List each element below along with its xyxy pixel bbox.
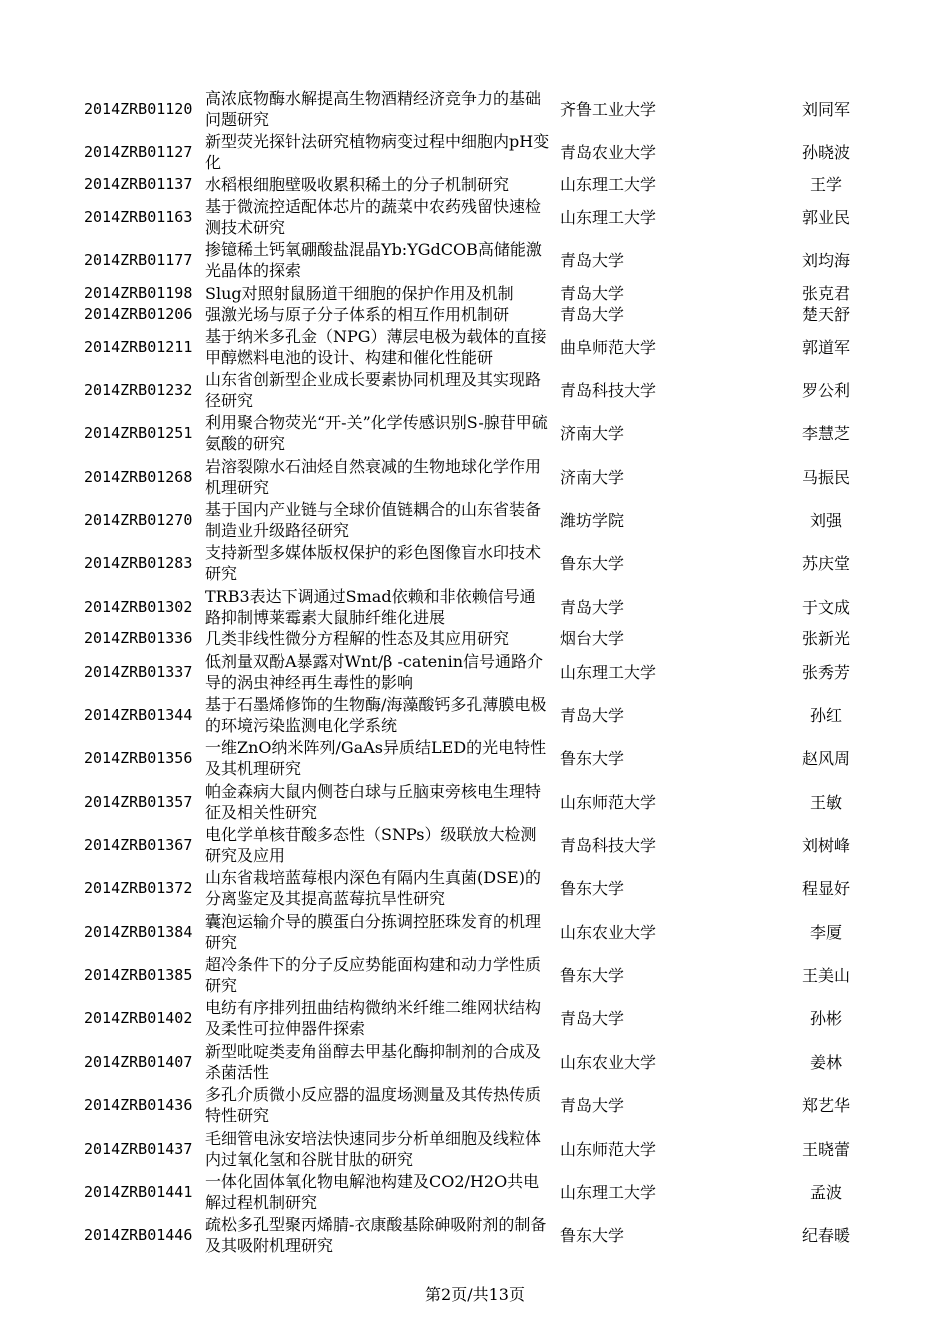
table-row [0,911,950,953]
table-row [0,196,950,238]
project-title: 帕金森病大鼠内侧苍白球与丘脑束旁核电生理特征及相关性研究 [205,782,542,822]
project-title: 几类非线性微分方程解的性态及其应用研究 [205,629,510,648]
table-row [0,1128,950,1170]
table-row [0,542,950,584]
principal-investigator: 纪春暖 [801,1225,850,1245]
project-title: 毛细管电泳安培法快速同步分析单细胞及线粒体内过氧化氢和谷胱甘肽的研究 [205,1129,542,1169]
institution: 鲁东大学 [560,878,625,898]
principal-investigator: 郭道军 [801,337,850,357]
institution: 齐鲁工业大学 [560,99,657,119]
principal-investigator: 张秀芳 [801,662,850,682]
institution: 济南大学 [560,423,625,443]
principal-investigator: 楚天舒 [801,305,850,324]
institution: 山东理工大学 [560,175,657,194]
principal-investigator: 王学 [809,175,842,194]
institution: 山东师范大学 [560,792,657,812]
project-id: 2014ZRB01251 [84,423,193,442]
institution: 山东理工大学 [560,1182,657,1202]
project-id: 2014ZRB01232 [84,380,193,399]
project-title: 超冷条件下的分子反应势能面构建和动力学性质研究 [205,955,542,995]
project-id: 2014ZRB01356 [84,748,193,767]
institution: 青岛大学 [560,705,625,725]
institution: 青岛大学 [560,1008,625,1028]
project-id: 2014ZRB01357 [84,792,193,811]
principal-investigator: 郭业民 [801,207,850,227]
principal-investigator: 孙彬 [809,1008,842,1028]
table-row [0,304,950,325]
project-title: 电化学单核苷酸多态性（SNPs）级联放大检测研究及应用 [205,825,537,865]
institution: 潍坊学院 [560,510,625,530]
principal-investigator: 李慧芝 [801,423,850,443]
project-id: 2014ZRB01344 [84,705,193,724]
project-id: 2014ZRB01163 [84,207,193,226]
institution: 山东师范大学 [560,1139,657,1159]
table-row [0,1171,950,1213]
principal-investigator: 张克君 [801,284,850,303]
project-id: 2014ZRB01198 [84,284,193,302]
project-title: 基于石墨烯修饰的生物酶/海藻酸钙多孔薄膜电极的环境污染监测电化学系统 [205,695,547,735]
project-id: 2014ZRB01206 [84,305,193,323]
project-title: 高浓底物酶水解提高生物酒精经济竞争力的基础问题研究 [205,89,542,129]
institution: 青岛农业大学 [560,142,657,162]
project-title: 一维ZnO纳米阵列/GaAs异质结LED的光电特性及其机理研究 [205,738,547,778]
project-id: 2014ZRB01407 [84,1052,193,1071]
project-title: 支持新型多媒体版权保护的彩色图像盲水印技术研究 [205,543,542,583]
project-id: 2014ZRB01336 [84,629,193,647]
institution: 山东农业大学 [560,1052,657,1072]
project-id: 2014ZRB01120 [84,99,193,118]
principal-investigator: 王美山 [801,965,850,985]
principal-investigator: 罗公利 [801,380,850,400]
table-row [0,412,950,454]
project-title: 山东省创新型企业成长要素协同机理及其实现路径研究 [205,370,542,410]
table-row [0,954,950,996]
project-id: 2014ZRB01372 [84,878,193,897]
project-id: 2014ZRB01302 [84,597,193,616]
table-row [0,88,950,130]
project-title: 山东省栽培蓝莓根内深色有隔内生真菌(DSE)的分离鉴定及其提高蓝莓抗旱性研究 [205,868,541,908]
principal-investigator: 赵风周 [801,748,850,768]
principal-investigator: 刘均海 [801,250,850,270]
institution: 鲁东大学 [560,553,625,573]
project-id: 2014ZRB01441 [84,1182,193,1201]
institution: 山东理工大学 [560,207,657,227]
project-title: 新型荧光探针法研究植物病变过程中细胞内pH变化 [205,132,550,172]
project-title: 基于国内产业链与全球价值链耦合的山东省装备制造业升级路径研究 [205,500,542,540]
project-id: 2014ZRB01437 [84,1139,193,1158]
project-title: 低剂量双酚A暴露对Wnt/β -catenin信号通路介导的涡虫神经再生毒性的影响 [205,652,543,692]
project-title: TRB3表达下调通过Smad依赖和非依赖信号通路抑制博莱霉素大鼠肺纤维化进展 [205,587,536,627]
institution: 青岛大学 [560,250,625,270]
institution: 青岛科技大学 [560,380,657,400]
project-id: 2014ZRB01446 [84,1225,193,1244]
institution: 鲁东大学 [560,1225,625,1245]
institution: 青岛大学 [560,597,625,617]
project-title: 掺镱稀土钙氧硼酸盐混晶Yb:YGdCOB高储能激光晶体的探索 [205,240,542,280]
principal-investigator: 王敏 [809,792,842,812]
institution: 烟台大学 [560,629,625,648]
project-id: 2014ZRB01177 [84,250,193,269]
table-row [0,283,950,304]
principal-investigator: 郑艺华 [801,1095,850,1115]
institution: 山东农业大学 [560,922,657,942]
institution: 鲁东大学 [560,965,625,985]
project-title: 基于纳米多孔金（NPG）薄层电极为载体的直接甲醇燃料电池的设计、构建和催化性能研 [205,327,547,367]
institution: 济南大学 [560,467,625,487]
project-id: 2014ZRB01337 [84,662,193,681]
principal-investigator: 张新光 [801,629,850,648]
institution: 青岛大学 [560,1095,625,1115]
institution: 青岛大学 [560,305,625,324]
project-id: 2014ZRB01283 [84,553,193,572]
principal-investigator: 刘强 [809,510,842,530]
table-row [0,824,950,866]
table-row [0,1084,950,1126]
project-title: 疏松多孔型聚丙烯腈-衣康酸基除砷吸附剂的制备及其吸附机理研究 [205,1215,547,1255]
project-title: 强激光场与原子分子体系的相互作用机制研 [205,305,510,324]
institution: 山东理工大学 [560,662,657,682]
project-title: Slug对照射鼠肠道干细胞的保护作用及机制 [205,284,514,303]
project-title: 利用聚合物荧光“开-关”化学传感识别S-腺苷甲硫氨酸的研究 [205,413,548,453]
table-row [0,369,950,411]
project-id: 2014ZRB01270 [84,510,193,529]
project-id: 2014ZRB01211 [84,337,193,356]
table-row [0,1041,950,1083]
institution: 曲阜师范大学 [560,337,657,357]
principal-investigator: 于文成 [801,597,850,617]
project-title: 岩溶裂隙水石油烃自然衰减的生物地球化学作用机理研究 [205,457,542,497]
principal-investigator: 姜林 [809,1052,842,1072]
project-id: 2014ZRB01402 [84,1008,193,1027]
table-row [0,867,950,909]
project-id: 2014ZRB01385 [84,965,193,984]
table-row [0,326,950,368]
project-id: 2014ZRB01384 [84,922,193,941]
table-row [0,997,950,1039]
principal-investigator: 刘同军 [801,99,850,119]
principal-investigator: 李厦 [809,922,842,942]
institution: 鲁东大学 [560,748,625,768]
table-row [0,499,950,541]
principal-investigator: 马振民 [801,467,850,487]
principal-investigator: 孟波 [809,1182,842,1202]
table-row [0,456,950,498]
table-row [0,651,950,693]
project-id: 2014ZRB01436 [84,1095,193,1114]
project-id: 2014ZRB01127 [84,142,193,161]
principal-investigator: 孙红 [809,705,842,725]
project-id: 2014ZRB01367 [84,835,193,854]
project-title: 多孔介质微小反应器的温度场测量及其传热传质特性研究 [205,1085,542,1125]
project-title: 新型吡啶类麦角甾醇去甲基化酶抑制剂的合成及杀菌活性 [205,1042,542,1082]
table-row [0,781,950,823]
table-row [0,239,950,281]
principal-investigator: 孙晓波 [801,142,850,162]
table-row [0,694,950,736]
project-title: 囊泡运输介导的膜蛋白分拣调控胚珠发育的机理研究 [205,912,542,952]
principal-investigator: 王晓蕾 [801,1139,850,1159]
table-row [0,1214,950,1256]
project-title: 基于微流控适配体芯片的蔬菜中农药残留快速检测技术研究 [205,197,542,237]
project-id: 2014ZRB01137 [84,175,193,193]
project-title: 水稻根细胞壁吸收累积稀土的分子机制研究 [205,175,510,194]
principal-investigator: 刘树峰 [801,835,850,855]
project-title: 一体化固体氧化物电解池构建及CO2/H2O共电解过程机制研究 [205,1172,540,1212]
page-footer: 第2页/共13页 [425,1285,525,1304]
table-row [0,586,950,628]
table-row [0,131,950,173]
principal-investigator: 程显好 [801,878,850,898]
project-id: 2014ZRB01268 [84,467,193,486]
table-row [0,737,950,779]
institution: 青岛大学 [560,284,625,303]
principal-investigator: 苏庆堂 [801,553,850,573]
table-row [0,628,950,649]
project-title: 电纺有序排列扭曲结构微纳米纤维二维网状结构及柔性可拉伸器件探索 [205,998,542,1038]
institution: 青岛科技大学 [560,835,657,855]
table-row [0,174,950,195]
